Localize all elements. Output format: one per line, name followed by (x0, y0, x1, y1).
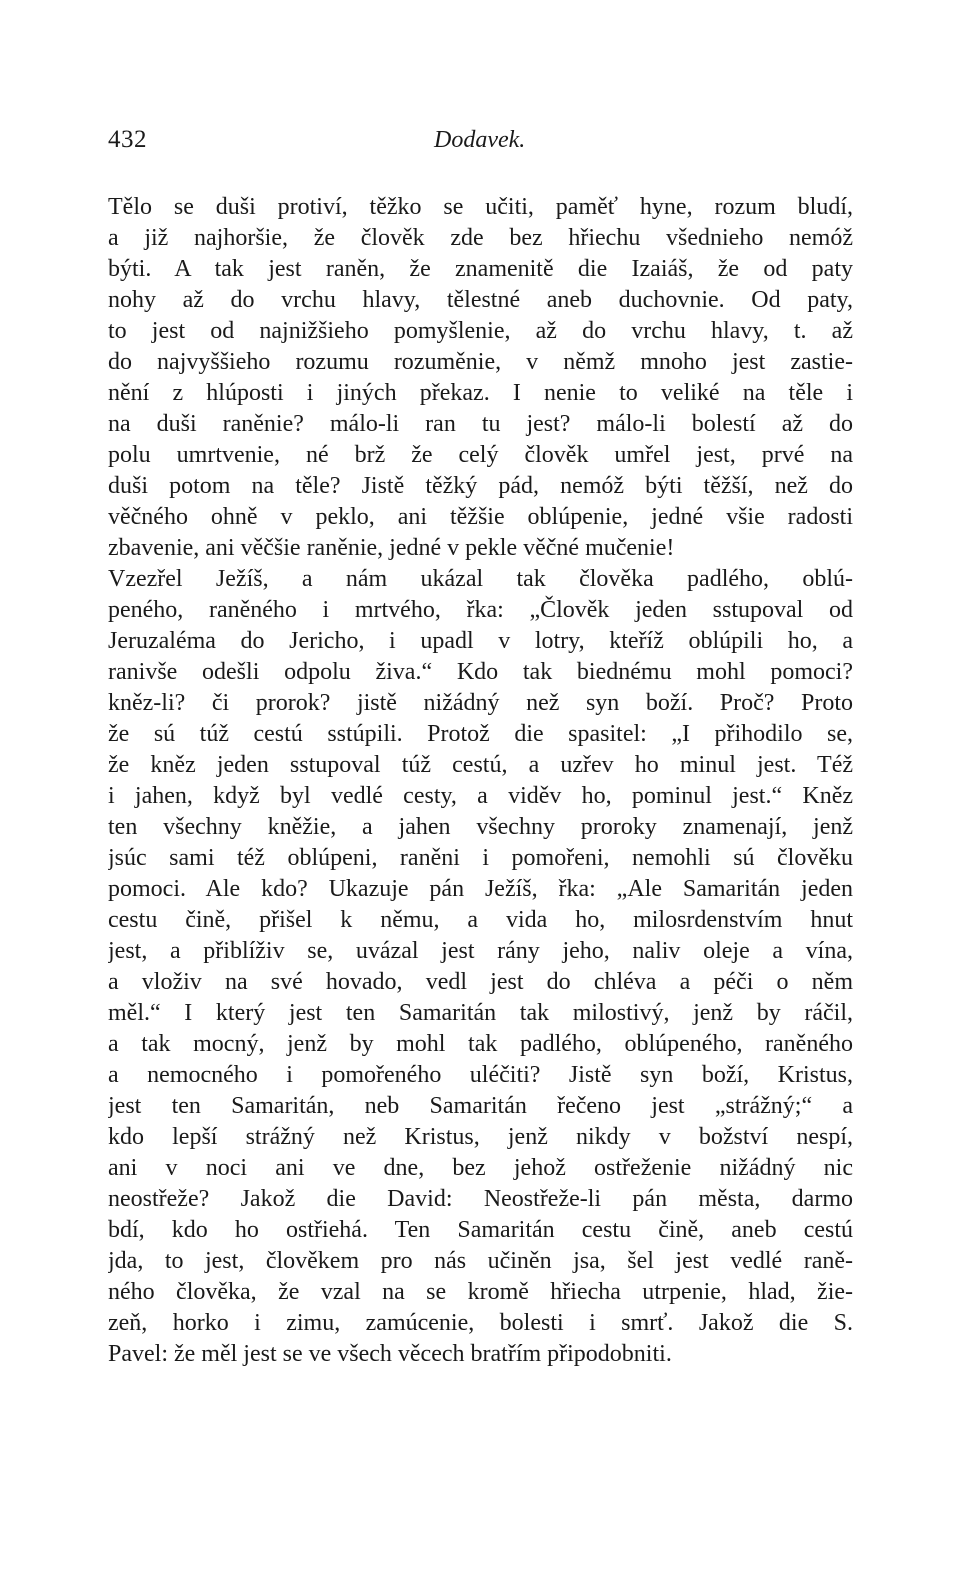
text-line: a nemocného i pomořeného uléčiti? Jistě syn boží, Kristus, (108, 1062, 853, 1088)
text-line: ten všechny kněžie, a jahen všechny proroky znamenají, jenž (108, 814, 853, 840)
text-line: cestu čině, přišel k němu, a vida ho, milosrdenstvím hnut (108, 907, 853, 933)
text-line: to jest od najnižšieho pomyšlenie, až do vrchu hlavy, t. až (108, 318, 853, 344)
text-line: Jeruzaléma do Jericho, i upadl v lotry, kteříž oblúpili ho, a (108, 628, 853, 654)
text-line: věčného ohně v peklo, ani těžšie oblúpenie, jedné všie radosti (108, 504, 853, 530)
text-line: jest ten Samaritán, neb Samaritán řečeno jest „strážný;“ a (108, 1093, 853, 1119)
text-line: měl.“ I který jest ten Samaritán tak milostivý, jenž by ráčil, (108, 1000, 853, 1026)
text-line: bdí, kdo ho ostřiehá. Ten Samaritán cestu čině, aneb cestú (108, 1217, 853, 1243)
text-line: že kněz jeden sstupoval túž cestú, a uzřev ho minul jest. Též (108, 752, 853, 778)
text-line: nohy až do vrchu hlavy, tělestné aneb duchovnie. Od paty, (108, 287, 853, 313)
text-line: a již najhoršie, že člověk zde bez hřiechu všednieho nemóž (108, 225, 853, 251)
text-line: peného, raněného i mrtvého, řka: „Člověk jeden sstupoval od (108, 597, 853, 623)
text-line: polu umrtvenie, né brž že celý člověk umřel jest, prvé na (108, 442, 853, 468)
text-line: ného člověka, že vzal na se kromě hřiecha utrpenie, hlad, žie- (108, 1279, 853, 1305)
text-line: že sú túž cestú sstúpili. Protož die spasitel: „I přihodilo se, (108, 721, 853, 747)
running-head: Dodavek. (434, 127, 526, 153)
text-line: i jahen, když byl vedlé cesty, a viděv ho, pominul jest.“ Kněz (108, 783, 853, 809)
text-line: jda, to jest, člověkem pro nás učiněn jsa, šel jest vedlé raně- (108, 1248, 853, 1274)
text-line: jest, a přiblíživ se, uvázal jest rány jeho, naliv oleje a vína, (108, 938, 853, 964)
text-line: zbavenie, ani věčšie raněnie, jedné v pekle věčné mučenie! (108, 535, 675, 561)
text-line: nění z hlúposti i jiných překaz. I nenie to veliké na těle i (108, 380, 853, 406)
text-line: pomoci. Ale kdo? Ukazuje pán Ježíš, řka: „Ale Samaritán jeden (108, 876, 853, 902)
text-line: kněz-li? či prorok? jistě nižádný než syn boží. Proč? Proto (108, 690, 853, 716)
text-line: duši potom na těle? Jistě těžký pád, nemóž býti těžší, než do (108, 473, 853, 499)
text-line: Pavel: že měl jest se ve všech věcech bratřím připodobniti. (108, 1341, 672, 1367)
text-line: na duši raněnie? málo-li ran tu jest? málo-li bolestí až do (108, 411, 853, 437)
text-line: Vzezřel Ježíš, a nám ukázal tak člověka padlého, oblú- (108, 566, 853, 592)
text-line: a tak mocný, jenž by mohl tak padlého, oblúpeného, raněného (108, 1031, 853, 1057)
text-line: neostřeže? Jakož die David: Neostřeže-li pán města, darmo (108, 1186, 853, 1212)
text-line: zeň, horko i zimu, zamúcenie, bolesti i smrť. Jakož die S. (108, 1310, 853, 1336)
text-line: a vloživ na své hovado, vedl jest do chléva a péči o něm (108, 969, 853, 995)
text-line: ani v noci ani ve dne, bez jehož ostřeženie nižádný nic (108, 1155, 853, 1181)
text-line: do najvyššieho rozumu rozuměnie, v němž mnoho jest zastie- (108, 349, 853, 375)
text-line: býti. A tak jest raněn, že znamenitě die Izaiáš, že od paty (108, 256, 853, 282)
body-text (108, 192, 853, 1370)
text-line: kdo lepší strážný než Kristus, jenž nikdy v božství nespí, (108, 1124, 853, 1150)
text-line: Tělo se duši protiví, těžko se učiti, paměť hyne, rozum bludí, (108, 194, 853, 220)
text-line: jsúc sami též oblúpeni, raněni i pomořeni, nemohli sú člověku (108, 845, 853, 871)
text-line: ranivše odešli odpolu živa.“ Kdo tak biednému mohl pomoci? (108, 659, 853, 685)
page-number: 432 (108, 126, 147, 153)
